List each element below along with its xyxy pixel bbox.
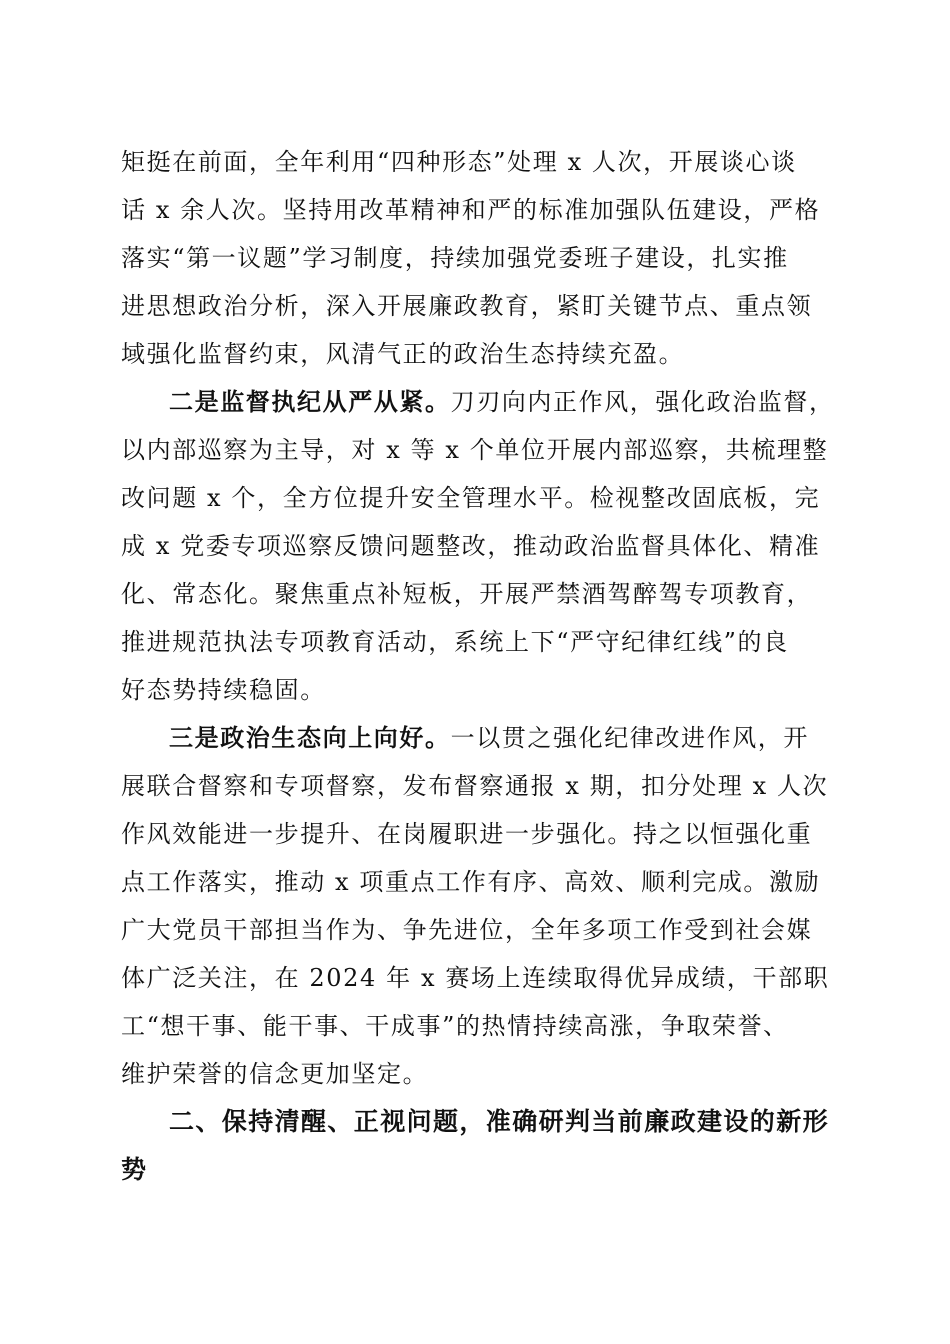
paragraph-line: 作风效能进一步提升、在岗履职进一步强化。持之以恒强化重 [121,820,813,848]
paragraph-line: 成 x 党委专项巡察反馈问题整改，推动政治监督具体化、精准 [121,532,821,560]
section-heading: 二、保持清醒、正视问题，准确研判当前廉政建设的新形 [169,1107,830,1136]
paragraph-line: 话 x 余人次。坚持用改革精神和严的标准加强队伍建设，严格 [121,196,821,224]
paragraph-line: 广大党员干部担当作为、争先进位，全年多项工作受到社会媒 [121,916,813,944]
paragraph-line: 好态势持续稳固。 [121,676,326,704]
paragraph-line: 展联合督察和专项督察，发布督察通报 x 期，扣分处理 x 人次 [121,772,829,800]
paragraph-line: 矩挺在前面，全年利用“四种形态”处理 x 人次，开展谈心谈 [121,148,797,176]
paragraph-line: 体广泛关注，在 2024 年 x 赛场上连续取得优异成绩，干部职 [121,964,830,992]
paragraph-line: 域强化监督约束，风清气正的政治生态持续充盈。 [121,340,685,368]
paragraph-lead: 三是政治生态向上向好。 [169,723,451,752]
section-heading-continuation: 势 [121,1155,148,1184]
paragraph-lead: 二是监督执纪从严从紧。 [169,387,451,416]
paragraph-first-line [169,724,809,752]
paragraph-line: 维护荣誉的信念更加坚定。 [121,1060,429,1088]
paragraph-line: 化、常态化。聚焦重点补短板，开展严禁酒驾醉驾专项教育， [121,580,813,608]
paragraph-text: 刀刃向内正作风，强化政治监督， [450,388,835,416]
paragraph-text: 一以贯之强化纪律改进作风，开 [450,724,810,752]
paragraph-first-line [169,388,835,416]
paragraph-line: 工“想干事、能干事、干成事”的热情持续高涨，争取荣誉、 [121,1012,789,1040]
paragraph-line: 改问题 x 个，全方位提升安全管理水平。检视整改固底板，完 [121,484,821,512]
paragraph-line: 进思想政治分析，深入开展廉政教育，紧盯关键节点、重点领 [121,292,813,320]
paragraph-line: 落实“第一议题”学习制度，持续加强党委班子建设，扎实推 [121,244,789,272]
paragraph-line: 推进规范执法专项教育活动，系统上下“严守纪律红线”的良 [121,628,789,656]
paragraph-line: 点工作落实，推动 x 项重点工作有序、高效、顺利完成。激励 [121,868,821,896]
paragraph-line: 以内部巡察为主导，对 x 等 x 个单位开展内部巡察，共梳理整 [121,436,829,464]
